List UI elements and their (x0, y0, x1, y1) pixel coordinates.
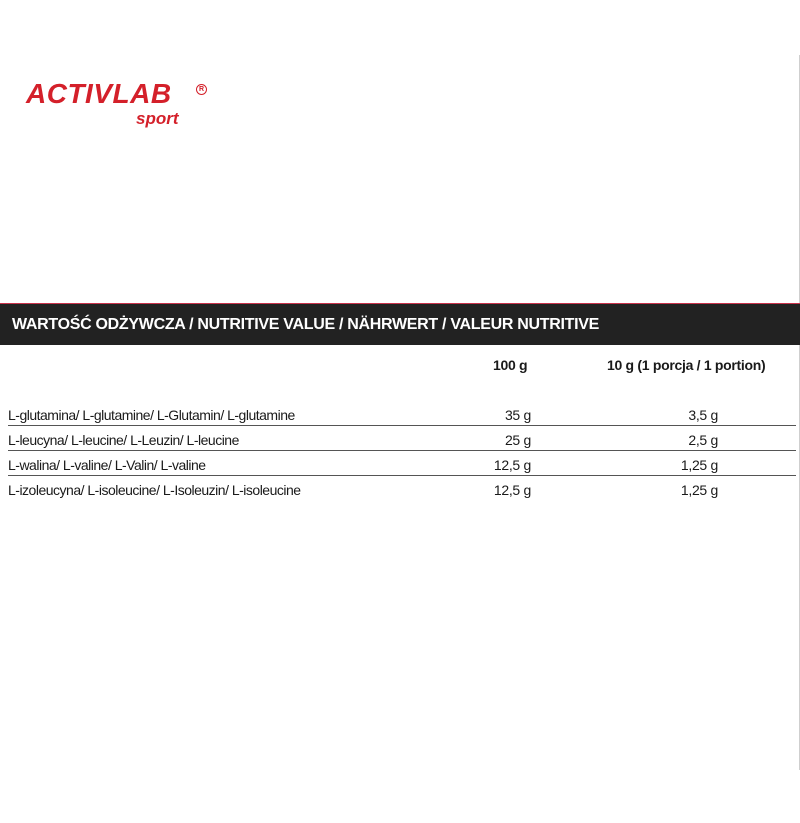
value-per-portion: 2,5 g (688, 432, 718, 448)
brand-logo (26, 78, 205, 128)
value-per-100g: 12,5 g (493, 482, 531, 498)
value-per-100g: 12,5 g (493, 457, 531, 473)
ingredient-name: L-glutamina/ L-glutamine/ L-Glutamin/ L-glutamine (8, 407, 295, 423)
table-row (8, 426, 796, 451)
value-per-portion: 3,5 g (688, 407, 718, 423)
registered-mark-icon: R (196, 84, 207, 95)
brand-logo-name: ACTIVLAB (26, 78, 172, 109)
nutrition-header-title: WARTOŚĆ ODŻYWCZA / NUTRITIVE VALUE / NÄHRWERT / VALEUR NUTRITIVE (12, 316, 600, 333)
table-row (8, 476, 796, 500)
column-header-100g: 100 g (493, 357, 528, 373)
brand-logo-sub: sport (136, 109, 179, 128)
table-row (8, 451, 796, 476)
nutrition-table (0, 401, 800, 500)
value-per-portion: 1,25 g (680, 457, 718, 473)
table-row (8, 401, 796, 426)
value-per-portion: 1,25 g (680, 482, 718, 498)
value-per-100g: 35 g (504, 407, 531, 423)
value-per-100g: 25 g (504, 432, 531, 448)
ingredient-name: L-leucyna/ L-leucine/ L-Leuzin/ L-leucine (8, 432, 239, 448)
column-header-portion: 10 g (1 porcja / 1 portion) (607, 357, 766, 373)
ingredient-name: L-walina/ L-valine/ L-Valin/ L-valine (8, 457, 206, 473)
nutrition-header-bar (0, 303, 800, 345)
ingredient-name: L-izoleucyna/ L-isoleucine/ L-Isoleuzin/ L-isoleucine (8, 482, 301, 498)
